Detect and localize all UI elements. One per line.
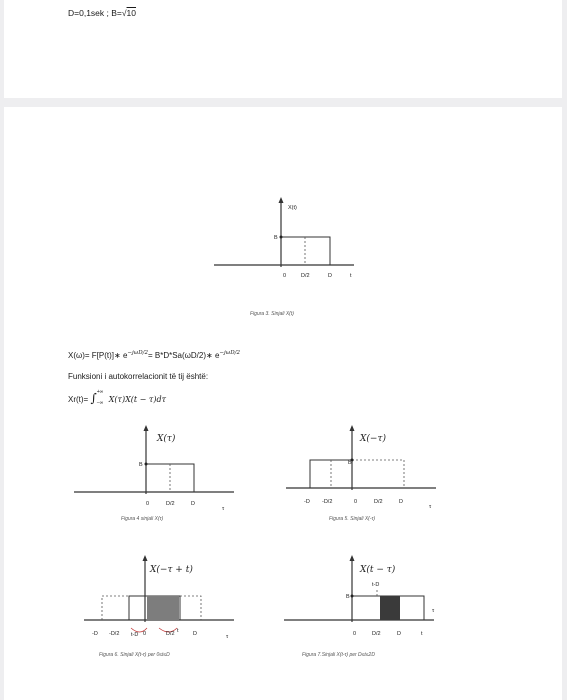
tick-d: D xyxy=(399,499,403,505)
figure-4-caption: Figura 4 sinjali X(τ) xyxy=(121,516,164,522)
tick-minus-d: -D xyxy=(92,631,98,637)
b-point xyxy=(280,236,283,239)
y-label: X(−τ + t) xyxy=(150,565,193,575)
y-axis-arrow xyxy=(350,425,355,431)
tick-d-half: D/2 xyxy=(166,501,175,507)
tick-0: 0 xyxy=(353,631,357,637)
overlap-area xyxy=(147,596,179,620)
figure-3-caption: Figura 3. Sinjali X(t) xyxy=(250,311,294,317)
tick-minus-d: -D xyxy=(304,499,310,505)
tick-0: 0 xyxy=(146,501,150,507)
autocorr-equation: Xr(t)= ∫ +∞ −∞ X(τ)X(t − τ)dτ xyxy=(68,388,166,406)
page-1 xyxy=(4,0,562,98)
b-label: B xyxy=(346,594,350,600)
tick-tau: τ xyxy=(226,634,229,640)
b-label: B xyxy=(139,462,143,468)
tick-d: D xyxy=(397,631,401,637)
overlap-area xyxy=(380,596,400,620)
figure-7 xyxy=(284,554,444,644)
tick-d-half: D/2 xyxy=(372,631,381,637)
y-label: X(t) xyxy=(288,205,297,211)
figure-4 xyxy=(74,424,244,512)
figure-6-caption: Figura 6. Sinjali X(t-τ) per 0≤t≤D xyxy=(99,652,170,658)
tick-d: D xyxy=(328,273,332,279)
tick-t: t xyxy=(177,628,179,634)
y-label: X(τ) xyxy=(157,434,176,444)
tick-tau: τ xyxy=(432,608,435,614)
tick-d: D xyxy=(191,501,195,507)
figure-6 xyxy=(84,554,254,644)
tick-d: D xyxy=(193,631,197,637)
header-line xyxy=(68,8,136,18)
y-label: X(−τ) xyxy=(360,434,386,444)
sqrt-sign: √ xyxy=(121,8,127,18)
tick-t-minus-d: t-D xyxy=(131,632,139,638)
tick-0: 0 xyxy=(283,273,287,279)
y-axis-arrow xyxy=(144,425,149,431)
tick-minus-d-half: -D/2 xyxy=(109,631,120,637)
y-axis-arrow xyxy=(279,197,284,203)
tick-t: t xyxy=(350,273,352,279)
tick-tau: τ xyxy=(429,504,432,510)
figure-3 xyxy=(204,195,364,277)
header-text: D=0,1sek ; B= xyxy=(68,8,122,18)
tick-d-half: D/2 xyxy=(166,631,175,637)
b-label: B xyxy=(348,460,352,466)
figure-5 xyxy=(286,424,446,512)
tick-d-half: D/2 xyxy=(301,273,310,279)
original-signal-dashed xyxy=(352,460,404,488)
original-signal-dashed xyxy=(180,596,201,620)
sqrt-value: 10 xyxy=(126,8,137,18)
tick-0: 0 xyxy=(143,631,147,637)
y-axis-arrow xyxy=(350,555,355,561)
b-point xyxy=(351,595,354,598)
fourier-equation: X(ω)= F[P(t)]∗ $e^{-j\omega D/2}=$ B*D*Sa(ωD/2)∗ $e^{-j\omega D/2}$ xyxy=(68,350,240,360)
tick-0: 0 xyxy=(354,499,358,505)
signal-pulse xyxy=(281,237,330,265)
b-point xyxy=(145,463,148,466)
autocorr-intro: Funksioni i autokorrelacionit të tij është: xyxy=(68,372,209,381)
y-label: X(t − τ) xyxy=(360,565,396,575)
b-label: B xyxy=(274,235,278,241)
y-axis-arrow xyxy=(143,555,148,561)
tick-minus-d-half: -D/2 xyxy=(322,499,333,505)
tick-t: t xyxy=(421,631,423,637)
figure-5-caption: Figura 5. Sinjali X(-τ) xyxy=(329,516,376,522)
top-label: t-D xyxy=(372,582,380,588)
tick-tau: τ xyxy=(222,506,225,512)
figure-7-caption: Figura 7.Sinjali X(t-τ) per D≤t≤2D xyxy=(302,652,375,658)
reversed-signal-dashed xyxy=(102,596,145,620)
tick-d-half: D/2 xyxy=(374,499,383,505)
page-2 xyxy=(4,107,562,700)
